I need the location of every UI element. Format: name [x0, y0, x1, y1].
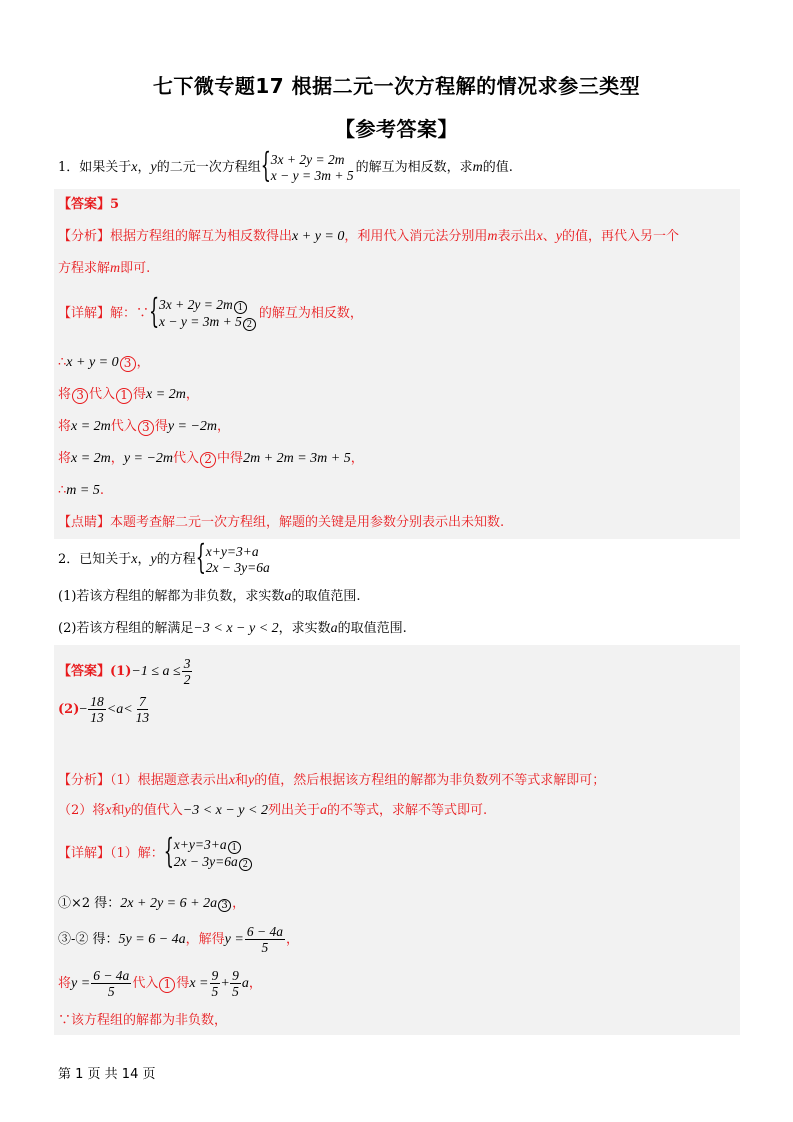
a2-step2-fraction: $\frac{6 - 4a}{5}$ [246, 924, 283, 955]
a2-step-2: ③-② 得：5y = 6 − 4a，解得y = $\frac{6 - 4a}{5}$ ， [58, 924, 299, 955]
q2-equation-system: { x+y=3+a 2x − 3y=6a [198, 544, 270, 576]
a2-step-4: ∵该方程组的解都为非负数， [58, 1013, 228, 1028]
a1-answer: 【答案】5 [58, 197, 120, 212]
a1-step-3: 将x = 2m代入 3 得y = −2m， [58, 419, 231, 434]
question-2: 2．已知关于x，y的方程 { x+y=3+a 2x − 3y=6a [58, 542, 272, 578]
a1-step-5: ∴m = 5. [58, 483, 104, 498]
a2-ans2-fraction-1: $\frac{18}{13}$ [90, 694, 104, 725]
a2-step3-fraction-1: $\frac{9}{5}$ [211, 968, 219, 999]
page-subtitle: 【参考答案】 [335, 117, 458, 141]
question-2-part-1: (1)若该方程组的解都为非负数，求实数a的取值范围. [58, 589, 361, 604]
a2-analysis-1: 【分析】（1）根据题意表示出x和y的值，然后根据该方程组的解都为非负数列不等式求解即可； [58, 773, 606, 788]
a1-analysis-line1: 【分析】根据方程组的解互为相反数得出x + y = 0，利用代入消元法分别用m表示出x、y的值，再代入另一个 [58, 229, 679, 244]
a2-answer-1: 【答案】(1)−1 ≤ a ≤ $\frac{3}{2}$ [58, 656, 191, 687]
a1-step-4: 将x = 2m，y = −2m代入 2 中得2m + 2m = 3m + 5， [58, 451, 364, 466]
page-title: 七下微专题17 根据二元一次方程解的情况求参三类型 [152, 74, 641, 98]
a1-step-2: 将 3 代入 1 得x = 2m， [58, 387, 199, 402]
a2-ans1-fraction: $\frac{3}{2}$ [183, 656, 191, 687]
a1-equation-system: { 3x + 2y = 2m 1 x − y = 3m + 5 2 [151, 297, 257, 331]
a2-step3-fraction-2: $\frac{9}{5}$ [232, 968, 239, 999]
a2-step-1: ①×2 得：2x + 2y = 6 + 2a 3 ， [58, 896, 246, 911]
a2-equation-system: { x+y=3+a 1 2x − 3y=6a 2 [166, 837, 253, 871]
question-1: 1．如果关于x，y的二元一次方程组 { 3x + 2y = 2m x − y = 3m + 5 的解互为相反数，求m的值. [58, 150, 513, 186]
q1-equation-system: { 3x + 2y = 2m x − y = 3m + 5 [263, 152, 354, 184]
page-footer: 第 1 页 共 14 页 [58, 1067, 156, 1082]
a1-analysis-line2: 方程求解m即可. [58, 261, 151, 276]
a1-comment: 【点睛】本题考查解二元一次方程组，解题的关键是用参数分别表示出未知数. [58, 515, 505, 530]
a1-detail-line: 【详解】解：∵ { 3x + 2y = 2m 1 x − y = 3m + 5 2 的解互为相反数， [58, 296, 363, 332]
a2-detail-line: 【详解】（1）解： { x+y=3+a 1 2x − 3y=6a 2 [58, 836, 255, 872]
a2-ans2-fraction-2: $\frac{7}{13}$ [135, 694, 150, 725]
a2-answer-2: (2)− $\frac{18}{13}$ <a< $\frac{7}{13}$ [58, 694, 150, 725]
a2-step3-fraction-y: $\frac{6 - 4a}{5}$ [93, 968, 130, 999]
question-2-part-2: (2)若该方程组的解满足−3 < x − y < 2，求实数a的取值范围. [58, 621, 407, 636]
a2-step-3: 将y = $\frac{6 - 4a}{5}$ 代入 1 得x = $\frac{9}{5}$ + $\frac{9}{5}$ a， [58, 968, 262, 999]
a1-step-1: ∴x + y = 0 3 ， [58, 355, 150, 370]
a2-analysis-2: （2）将x和y的值代入−3 < x − y < 2列出关于a的不等式，求解不等式即可. [58, 803, 488, 818]
